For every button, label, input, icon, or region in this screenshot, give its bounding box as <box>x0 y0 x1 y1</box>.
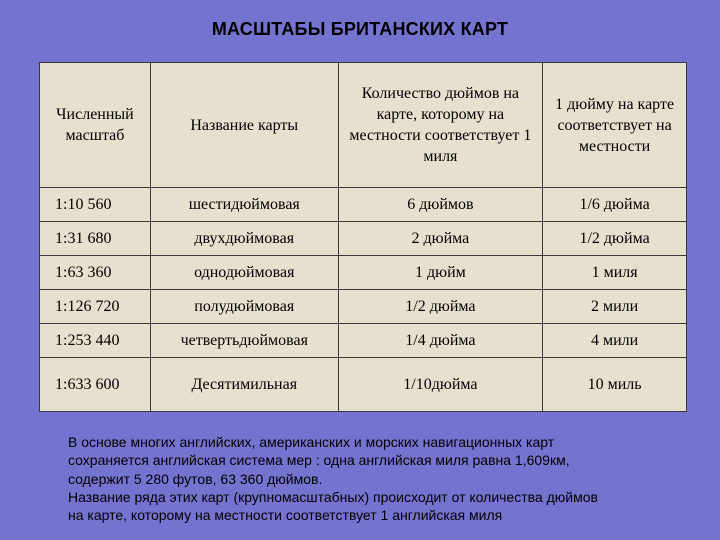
cell-ground-per-inch: 2 мили <box>543 290 687 324</box>
table-row <box>40 324 687 358</box>
note-line: Название ряда этих карт (крупномасштабных) происходит от количества дюймов <box>68 488 598 505</box>
table-header-row <box>40 63 687 188</box>
cell-scale: 1:31 680 <box>40 222 151 256</box>
header-map-name: Название карты <box>150 63 338 188</box>
cell-map-name: двухдюймовая <box>150 222 338 256</box>
map-scales-table <box>39 62 687 412</box>
cell-inches-per-mile: 1/2 дюйма <box>338 290 543 324</box>
header-numeric-scale: Численный масштаб <box>40 63 151 188</box>
cell-map-name: полудюймовая <box>150 290 338 324</box>
note-line: сохраняется английская система мер : одна английская миля равна 1,609км, <box>68 452 570 469</box>
header-ground-per-inch: 1 дюйму на карте соответствует на местности <box>543 63 687 188</box>
table-row <box>40 222 687 256</box>
cell-scale: 1:10 560 <box>40 188 151 222</box>
table-row <box>40 358 687 412</box>
cell-map-name: четвертьдюймовая <box>150 324 338 358</box>
cell-scale: 1:63 360 <box>40 256 151 290</box>
cell-scale: 1:126 720 <box>40 290 151 324</box>
cell-inches-per-mile: 1/4 дюйма <box>338 324 543 358</box>
cell-inches-per-mile: 6 дюймов <box>338 188 543 222</box>
cell-ground-per-inch: 4 мили <box>543 324 687 358</box>
note-line: В основе многих английских, американских и морских навигационных карт <box>68 434 555 450</box>
cell-scale: 1:253 440 <box>40 324 151 358</box>
cell-map-name: однодюймовая <box>150 256 338 290</box>
cell-ground-per-inch: 1 миля <box>543 256 687 290</box>
cell-ground-per-inch: 1/2 дюйма <box>543 222 687 256</box>
cell-inches-per-mile: 1/10дюйма <box>338 358 543 412</box>
header-inches-per-mile: Количество дюймов на карте, которому на местности соответствует 1 миля <box>338 63 543 188</box>
cell-inches-per-mile: 1 дюйм <box>338 256 543 290</box>
cell-ground-per-inch: 10 миль <box>543 358 687 412</box>
table-row <box>40 290 687 324</box>
cell-map-name: шестидюймовая <box>150 188 338 222</box>
slide-title: МАСШТАБЫ БРИТАНСКИХ КАРТ <box>211 19 509 39</box>
cell-scale: 1:633 600 <box>40 358 151 412</box>
table-row <box>40 256 687 290</box>
table-row <box>40 188 687 222</box>
cell-map-name: Десятимильная <box>150 358 338 412</box>
cell-inches-per-mile: 2 дюйма <box>338 222 543 256</box>
note-line: содержит 5 280 футов, 63 360 дюймов. <box>68 470 323 487</box>
note-line: на карте, которому на местности соответствует 1 английская миля <box>68 507 503 524</box>
explanatory-note <box>68 433 708 524</box>
cell-ground-per-inch: 1/6 дюйма <box>543 188 687 222</box>
